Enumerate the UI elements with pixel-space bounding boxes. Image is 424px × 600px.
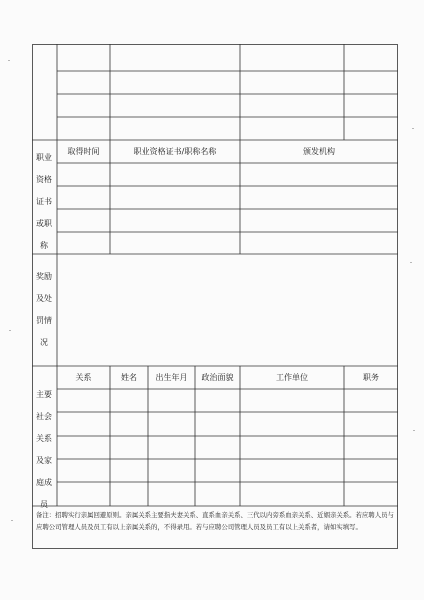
scan-speck — [8, 60, 10, 61]
header-position: 职务 — [363, 373, 379, 382]
scan-speck — [412, 128, 414, 129]
header-certificate-name: 职业资格证书/职称名称 — [133, 147, 217, 156]
scan-speck — [9, 330, 11, 331]
header-political-status: 政治面貌 — [201, 373, 234, 382]
family-label-line: 关系 — [36, 434, 52, 443]
scan-speck — [410, 262, 412, 263]
header-relation: 关系 — [75, 373, 92, 382]
scan-speck — [413, 430, 415, 431]
header-name: 姓名 — [121, 373, 137, 382]
scan-speck — [11, 520, 13, 521]
header-obtain-date: 取得时间 — [67, 147, 100, 156]
family-section-label — [32, 384, 56, 516]
family-note: 备注：招聘实行亲属回避原则。亲属关系主要指夫妻关系、直系血亲关系、三代以内旁系血亲关系、近姻亲关系。若应聘人员与应聘公司管理人员及员工有以上亲属关系的，不得录用。若与应聘公司管理人员及员工有以上关系者，请如实填写。 — [36, 511, 394, 531]
rewards-section-label — [32, 266, 56, 354]
header-issuing-authority: 颁发机构 — [303, 147, 335, 156]
certificate-label-line: 或职 — [36, 219, 52, 228]
certificate-label-line: 称 — [40, 241, 48, 250]
header-birth-date: 出生年月 — [155, 373, 188, 382]
certificate-label-line: 职业 — [36, 153, 52, 162]
family-label-line: 员 — [40, 500, 48, 509]
certificate-label-line: 资格 — [36, 175, 52, 184]
application-form-table — [32, 44, 398, 549]
rewards-label-line: 及处 — [36, 294, 52, 303]
family-label-line: 社会 — [36, 412, 52, 421]
rewards-content-field[interactable] — [58, 255, 397, 365]
certificate-label-line: 证书 — [36, 197, 52, 206]
family-label-line: 及家 — [36, 456, 52, 465]
family-label-line: 主要 — [36, 390, 52, 399]
rewards-label-line: 况 — [40, 338, 48, 347]
rewards-label-line: 奖励 — [36, 272, 52, 281]
header-work-unit: 工作单位 — [276, 373, 308, 382]
certificate-section-label — [32, 147, 56, 257]
rewards-label-line: 罚情 — [36, 316, 52, 325]
family-label-line: 庭成 — [36, 478, 52, 487]
